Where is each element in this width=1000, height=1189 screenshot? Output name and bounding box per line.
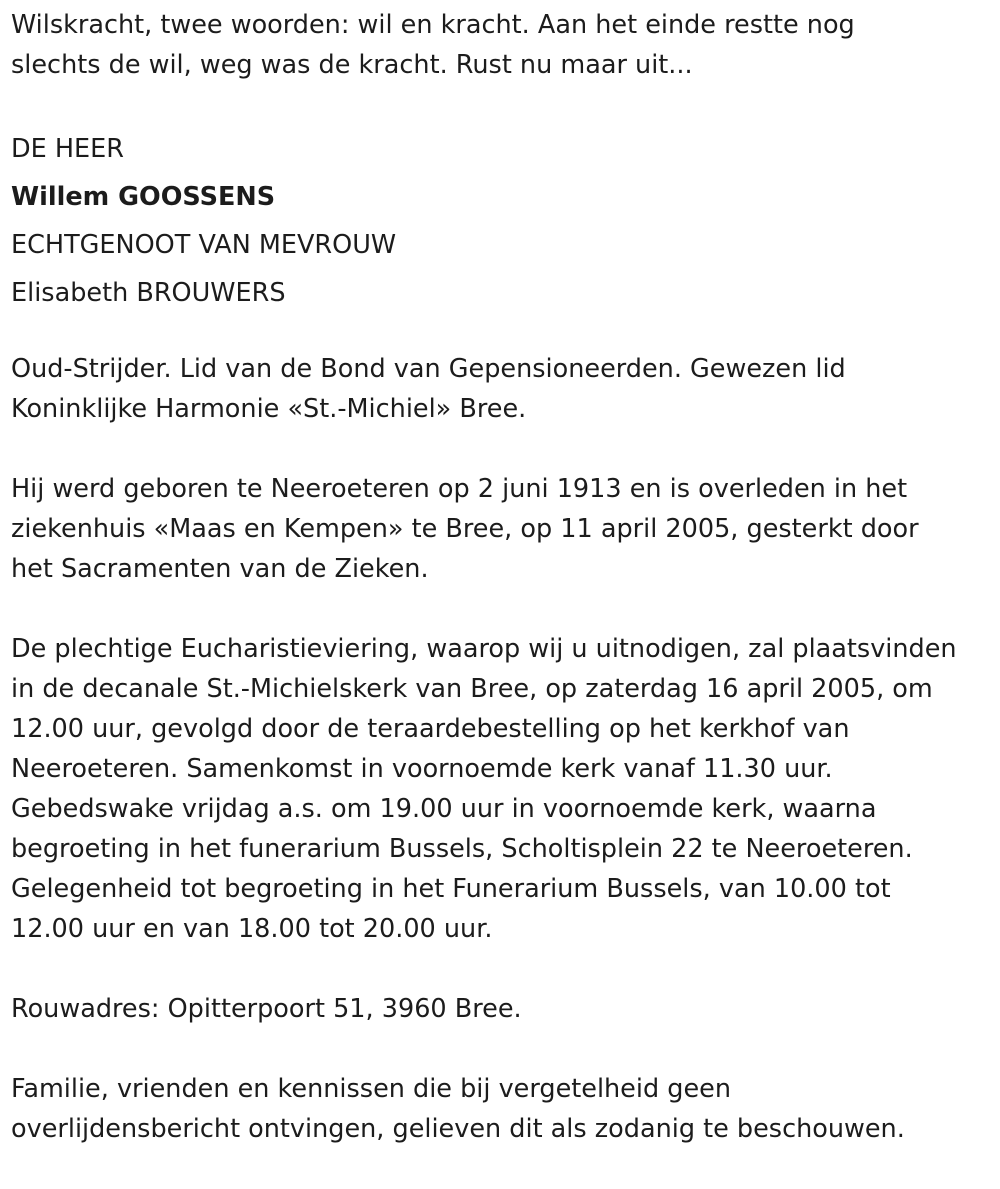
- memberships-line: Koninklijke Harmonie «St.-Michiel» Bree.: [11, 394, 527, 424]
- ceremony-paragraph: [11, 629, 995, 949]
- birth-death-paragraph: [11, 469, 995, 589]
- obituary-document: [11, 5, 995, 1189]
- ceremony-line: Gebedswake vrijdag a.s. om 19.00 uur in voornoemde kerk, waarna: [11, 794, 877, 824]
- motto-paragraph: [11, 5, 995, 85]
- deceased-heading: [11, 125, 995, 317]
- closing-line: Familie, vrienden en kennissen die bij vergetelheid geen: [11, 1074, 731, 1104]
- ceremony-line: Gelegenheid tot begroeting in het Funerarium Bussels, van 10.00 tot: [11, 874, 891, 904]
- birth-death-line: het Sacramenten van de Zieken.: [11, 554, 429, 584]
- birth-death-line: Hij werd geboren te Neeroeteren op 2 juni 1913 en is overleden in het: [11, 474, 908, 504]
- closing-paragraph: [11, 1069, 995, 1149]
- ceremony-line: 12.00 uur, gevolgd door de teraardebestelling op het kerkhof van: [11, 714, 850, 744]
- deceased-name: Willem GOOSSENS: [11, 182, 276, 212]
- honorific-title: DE HEER: [11, 134, 124, 164]
- ceremony-line: Neeroeteren. Samenkomst in voornoemde kerk vanaf 11.30 uur.: [11, 754, 833, 784]
- birth-death-line: ziekenhuis «Maas en Kempen» te Bree, op 11 april 2005, gesterkt door: [11, 514, 919, 544]
- ceremony-line: in de decanale St.-Michielskerk van Bree, op zaterdag 16 april 2005, om: [11, 674, 933, 704]
- memberships-line: Oud-Strijder. Lid van de Bond van Gepensioneerden. Gewezen lid: [11, 354, 846, 384]
- address-paragraph: [11, 989, 995, 1029]
- motto-line: slechts de wil, weg was de kracht. Rust nu maar uit...: [11, 50, 693, 80]
- ceremony-line: De plechtige Eucharistieviering, waarop wij u uitnodigen, zal plaatsvinden: [11, 634, 957, 664]
- mourning-address: Rouwadres: Opitterpoort 51, 3960 Bree.: [11, 994, 522, 1024]
- relation-label: ECHTGENOOT VAN MEVROUW: [11, 230, 397, 260]
- closing-line: overlijdensbericht ontvingen, gelieven dit als zodanig te beschouwen.: [11, 1114, 905, 1144]
- ceremony-line: 12.00 uur en van 18.00 tot 20.00 uur.: [11, 914, 493, 944]
- motto-line: Wilskracht, twee woorden: wil en kracht. Aan het einde restte nog: [11, 10, 855, 40]
- ceremony-line: begroeting in het funerarium Bussels, Scholtisplein 22 te Neeroeteren.: [11, 834, 913, 864]
- memberships-paragraph: [11, 349, 995, 429]
- spouse-name: Elisabeth BROUWERS: [11, 278, 286, 308]
